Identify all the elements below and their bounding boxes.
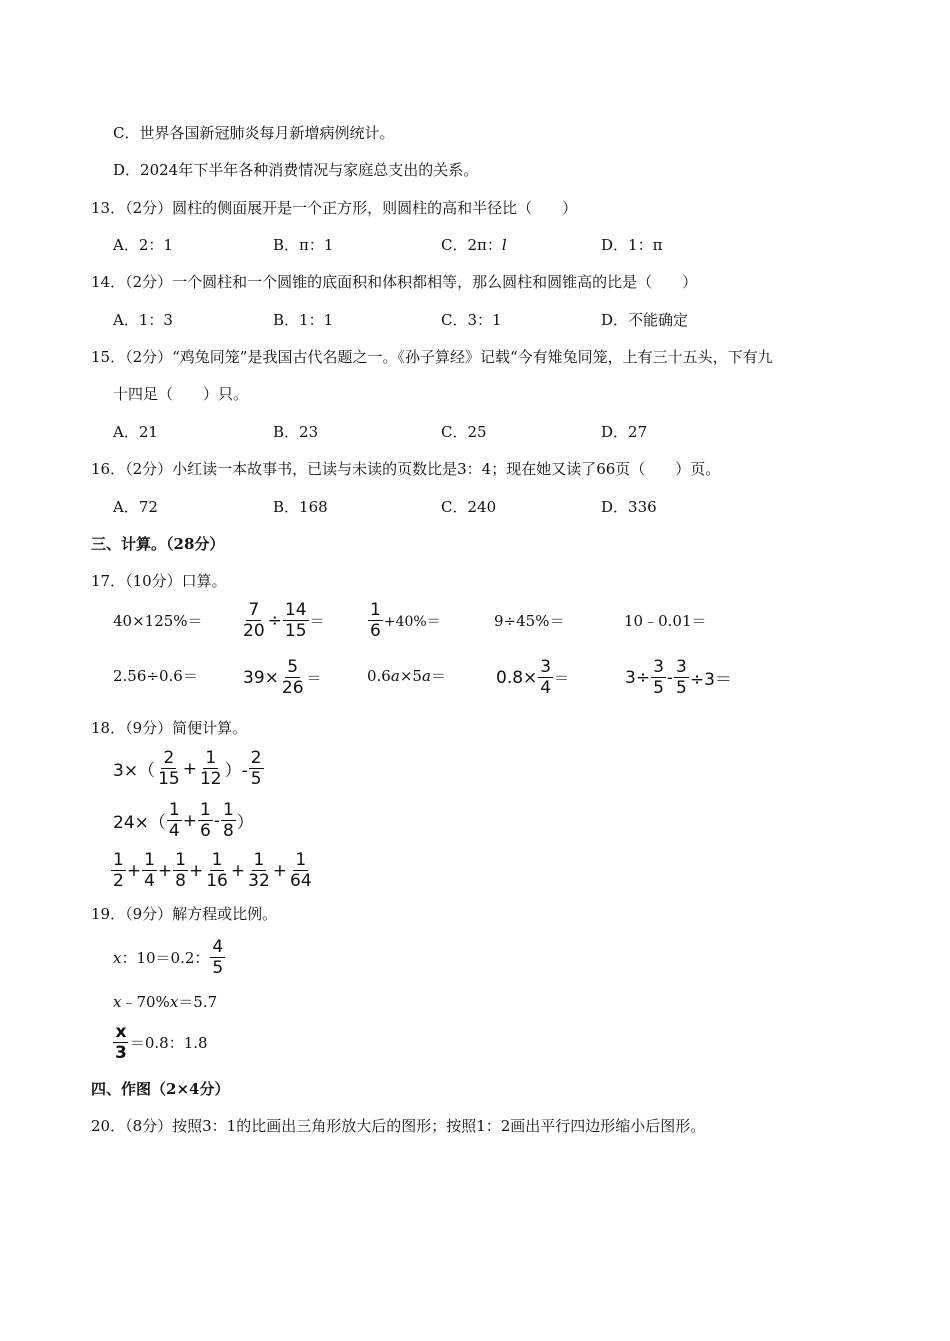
q13-option-d: D．1：π xyxy=(601,236,663,254)
q19-stem: 19．（9分）解方程或比例。 xyxy=(91,905,278,923)
q17-r1c1: 40×125%＝ xyxy=(113,612,203,630)
q15-option-a: A．21 xyxy=(113,423,158,441)
q14-option-c: C．3：1 xyxy=(441,311,502,329)
q17-r2c1: 2.56÷0.6＝ xyxy=(113,667,198,685)
q16-option-a: A．72 xyxy=(113,498,158,516)
q14-option-d: D．不能确定 xyxy=(601,311,689,329)
q12-option-c: C．世界各国新冠肺炎每月新增病例统计。 xyxy=(113,124,395,142)
q14-option-a: A．1：3 xyxy=(113,311,173,329)
q15-option-d: D．27 xyxy=(601,423,648,441)
q18-stem: 18．（9分）简便计算。 xyxy=(91,719,248,737)
q16-option-c: C．240 xyxy=(441,498,497,516)
q17-r2c3: 0.6 a ×5 a ＝ xyxy=(367,666,446,685)
q15-stem-line1: 15．（2分）“鸡兔同笼”是我国古代名题之一。《孙子算经》记载“今有雉兔同笼，上有三十五头，下有九 xyxy=(91,348,773,366)
q15-option-c: C．25 xyxy=(441,423,487,441)
q18-expr-1: 3×（ $\frac{2}{15}$ + $\frac{1}{12}$ ）- $\frac{2}{5}$ xyxy=(113,748,262,789)
q17-r1c3: $\frac{1}{6}$ +40%＝ xyxy=(370,600,441,641)
q17-r1c5: 10﹣0.01＝ xyxy=(624,612,707,630)
q14-option-b: B．1：1 xyxy=(273,311,334,329)
q19-equation-3: $\frac{x}{3}$ ＝0.8：1.8 xyxy=(115,1022,208,1063)
q13-stem: 13．（2分）圆柱的侧面展开是一个正方形，则圆柱的高和半径比（ ） xyxy=(91,199,578,217)
q17-stem: 17．（10分）口算。 xyxy=(91,572,227,590)
q17-r1c4: 9÷45%＝ xyxy=(494,612,565,630)
section-4-heading: 四、作图（2×4分） xyxy=(91,1080,230,1098)
q17-r2c5: 3÷ $\frac{3}{5}$ - $\frac{3}{5}$ ÷3＝ xyxy=(625,657,732,698)
q16-option-b: B．168 xyxy=(273,498,328,516)
q13-option-a: A．2：1 xyxy=(113,236,173,254)
q19-equation-2: x ﹣70% x ＝5.7 xyxy=(113,992,218,1011)
q18-expr-3: $\frac{1}{2}$ + $\frac{1}{4}$ + $\frac{1}{8}$ + $\frac{1}{16}$ + $\frac{1}{32}$ + $\frac{1}{64}$ xyxy=(113,850,312,891)
q17-r2c2: 39× $\frac{5}{26}$ ＝ xyxy=(243,657,322,698)
q13-option-b: B．π：1 xyxy=(273,236,334,254)
q13-option-c: C．2π：l xyxy=(441,236,507,254)
q17-r2c4: 0.8× $\frac{3}{4}$ ＝ xyxy=(496,657,570,698)
q15-stem-line2: 十四足（ ）只。 xyxy=(113,385,249,403)
q18-expr-2: 24×（ $\frac{1}{4}$ + $\frac{1}{6}$ - $\frac{1}{8}$ ） xyxy=(113,800,254,841)
q14-stem: 14．（2分）一个圆柱和一个圆锥的底面积和体积都相等，那么圆柱和圆锥高的比是（ ） xyxy=(91,273,698,291)
q20-stem: 20．（8分）按照3：1的比画出三角形放大后的图形；按照1：2画出平行四边形缩小后图形。 xyxy=(91,1117,706,1135)
q16-option-d: D．336 xyxy=(601,498,657,516)
q19-equation-1: x ：10＝0.2： $\frac{4}{5}$ xyxy=(113,937,224,978)
q16-stem: 16．（2分）小红读一本故事书，已读与未读的页数比是3：4；现在她又读了66页（ ）页。 xyxy=(91,460,721,478)
section-3-heading: 三、计算。（28分） xyxy=(91,535,225,553)
q15-option-b: B．23 xyxy=(273,423,319,441)
q17-r1c2: $\frac{7}{20}$ ÷ $\frac{14}{15}$ ＝ xyxy=(243,600,325,641)
q12-option-d: D．2024年下半年各种消费情况与家庭总支出的关系。 xyxy=(113,161,479,179)
